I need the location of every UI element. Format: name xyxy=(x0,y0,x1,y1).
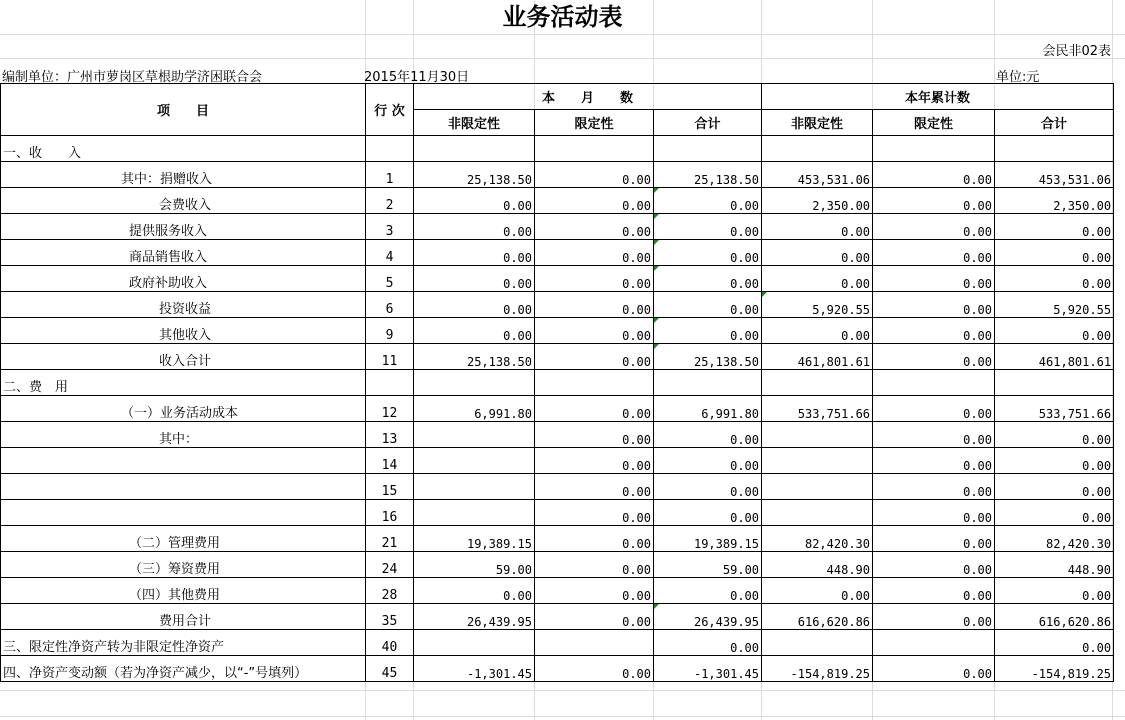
cell-m2 xyxy=(535,136,654,162)
cell-m1: 0.00 xyxy=(414,188,535,214)
row-line-number: 35 xyxy=(366,604,414,630)
cell-m2: 0.00 xyxy=(535,578,654,604)
cell-y3: 0.00 xyxy=(995,630,1114,656)
row-label xyxy=(1,500,366,526)
cell-y1 xyxy=(762,422,873,448)
cell-m2: 0.00 xyxy=(535,318,654,344)
cell-m1: 19,389.15 xyxy=(414,526,535,552)
cell-y1: 448.90 xyxy=(762,552,873,578)
gridline xyxy=(0,58,1125,59)
cell-m2: 0.00 xyxy=(535,240,654,266)
cell-m2: 0.00 xyxy=(535,422,654,448)
row-line-number: 9 xyxy=(366,318,414,344)
gridline xyxy=(0,716,1125,717)
row-line-number: 21 xyxy=(366,526,414,552)
cell-y2: 0.00 xyxy=(873,292,995,318)
cell-m3: 0.00 xyxy=(654,188,762,214)
cell-m3: 0.00 xyxy=(654,500,762,526)
cell-m2: 0.00 xyxy=(535,604,654,630)
table-row xyxy=(1,266,1114,292)
cell-m1: 25,138.50 xyxy=(414,344,535,370)
cell-y1: 0.00 xyxy=(762,214,873,240)
cell-m1: 6,991.80 xyxy=(414,396,535,422)
cell-y3: -154,819.25 xyxy=(995,656,1114,682)
row-label: （二）管理费用 xyxy=(1,526,366,552)
row-line-number: 12 xyxy=(366,396,414,422)
cell-m1: -1,301.45 xyxy=(414,656,535,682)
cell-y2: 0.00 xyxy=(873,318,995,344)
cell-m1 xyxy=(414,448,535,474)
row-line-number: 1 xyxy=(366,162,414,188)
cell-y2: 0.00 xyxy=(873,526,995,552)
row-line-number xyxy=(366,136,414,162)
header-month-restricted: 限定性 xyxy=(535,110,654,136)
header-year: 本年累计数 xyxy=(762,84,1114,110)
table-row xyxy=(1,526,1114,552)
cell-y3: 82,420.30 xyxy=(995,526,1114,552)
cell-y3: 0.00 xyxy=(995,474,1114,500)
cell-y1: 0.00 xyxy=(762,318,873,344)
cell-y3: 0.00 xyxy=(995,240,1114,266)
cell-y3: 0.00 xyxy=(995,578,1114,604)
cell-y2 xyxy=(873,136,995,162)
header-month-total: 合计 xyxy=(654,110,762,136)
cell-m3: 0.00 xyxy=(654,214,762,240)
cell-m3: 0.00 xyxy=(654,240,762,266)
cell-y2 xyxy=(873,370,995,396)
row-label: 其中：捐赠收入 xyxy=(1,162,366,188)
row-line-number: 40 xyxy=(366,630,414,656)
row-line-number: 4 xyxy=(366,240,414,266)
header-item: 项 目 xyxy=(1,84,366,136)
cell-m3: 19,389.15 xyxy=(654,526,762,552)
cell-y3: 448.90 xyxy=(995,552,1114,578)
row-label: 二、费 用 xyxy=(1,370,366,396)
row-line-number xyxy=(366,370,414,396)
report-date: 2015年11月30日 xyxy=(364,70,470,85)
cell-y3: 0.00 xyxy=(995,214,1114,240)
table-row xyxy=(1,656,1114,682)
table-row xyxy=(1,162,1114,188)
row-label: 四、净资产变动额（若为净资产减少，以“-”号填列） xyxy=(1,656,366,682)
cell-y3: 5,920.55 xyxy=(995,292,1114,318)
organization-label: 编制单位：广州市萝岗区草根助学济困联合会 xyxy=(2,70,263,85)
row-label: 其他收入 xyxy=(1,318,366,344)
cell-y3: 0.00 xyxy=(995,318,1114,344)
cell-y1: 0.00 xyxy=(762,266,873,292)
cell-m1 xyxy=(414,422,535,448)
cell-y1 xyxy=(762,370,873,396)
cell-m1: 0.00 xyxy=(414,214,535,240)
cell-y2: 0.00 xyxy=(873,604,995,630)
cell-y1: 616,620.86 xyxy=(762,604,873,630)
cell-m2: 0.00 xyxy=(535,656,654,682)
table-row xyxy=(1,214,1114,240)
cell-y3: 0.00 xyxy=(995,266,1114,292)
cell-y1: 2,350.00 xyxy=(762,188,873,214)
cell-m3: -1,301.45 xyxy=(654,656,762,682)
cell-y2: 0.00 xyxy=(873,448,995,474)
row-line-number: 15 xyxy=(366,474,414,500)
header-month: 本 月 数 xyxy=(414,84,762,110)
header-line: 行 次 xyxy=(366,84,414,136)
cell-m2: 0.00 xyxy=(535,162,654,188)
table-row xyxy=(1,240,1114,266)
table-row xyxy=(1,500,1114,526)
cell-m1: 0.00 xyxy=(414,240,535,266)
header-month-unrestricted: 非限定性 xyxy=(414,110,535,136)
row-label: 其中： xyxy=(1,422,366,448)
table-row xyxy=(1,448,1114,474)
cell-y2: 0.00 xyxy=(873,578,995,604)
cell-y1: 82,420.30 xyxy=(762,526,873,552)
header-year-total: 合计 xyxy=(995,110,1114,136)
cell-y1: 453,531.06 xyxy=(762,162,873,188)
cell-y1: 0.00 xyxy=(762,578,873,604)
cell-m1: 25,138.50 xyxy=(414,162,535,188)
row-label: 一、收 入 xyxy=(1,136,366,162)
table-row xyxy=(1,396,1114,422)
cell-m2: 0.00 xyxy=(535,214,654,240)
table-row xyxy=(1,552,1114,578)
cell-m1 xyxy=(414,630,535,656)
cell-m3: 0.00 xyxy=(654,448,762,474)
row-line-number: 11 xyxy=(366,344,414,370)
report-title: 业务活动表 xyxy=(502,2,623,31)
cell-m2 xyxy=(535,370,654,396)
header-year-unrestricted: 非限定性 xyxy=(762,110,873,136)
cell-y3: 0.00 xyxy=(995,448,1114,474)
row-line-number: 16 xyxy=(366,500,414,526)
table-row xyxy=(1,188,1114,214)
row-label xyxy=(1,474,366,500)
gridline xyxy=(0,690,1125,691)
row-label: 会费收入 xyxy=(1,188,366,214)
row-line-number: 2 xyxy=(366,188,414,214)
cell-m2: 0.00 xyxy=(535,188,654,214)
table-row xyxy=(1,136,1114,162)
cell-m2 xyxy=(535,630,654,656)
cell-m1: 0.00 xyxy=(414,318,535,344)
cell-m3: 0.00 xyxy=(654,422,762,448)
row-label: 提供服务收入 xyxy=(1,214,366,240)
row-label: 商品销售收入 xyxy=(1,240,366,266)
table-row xyxy=(1,292,1114,318)
cell-y3: 0.00 xyxy=(995,422,1114,448)
form-code: 会民非02表 xyxy=(1042,44,1111,59)
row-line-number: 3 xyxy=(366,214,414,240)
cell-m3: 0.00 xyxy=(654,630,762,656)
row-line-number: 45 xyxy=(366,656,414,682)
cell-y3: 453,531.06 xyxy=(995,162,1114,188)
row-line-number: 5 xyxy=(366,266,414,292)
cell-m2: 0.00 xyxy=(535,292,654,318)
cell-y2: 0.00 xyxy=(873,552,995,578)
cell-m3: 59.00 xyxy=(654,552,762,578)
cell-m3: 0.00 xyxy=(654,578,762,604)
cell-m3: 6,991.80 xyxy=(654,396,762,422)
cell-y1: 5,920.55 xyxy=(762,292,873,318)
row-line-number: 14 xyxy=(366,448,414,474)
cell-m3: 26,439.95 xyxy=(654,604,762,630)
row-label: 费用合计 xyxy=(1,604,366,630)
table-row xyxy=(1,474,1114,500)
cell-y2: 0.00 xyxy=(873,240,995,266)
cell-y3 xyxy=(995,370,1114,396)
cell-y2: 0.00 xyxy=(873,422,995,448)
cell-y2: 0.00 xyxy=(873,266,995,292)
cell-m1: 0.00 xyxy=(414,266,535,292)
cell-y2: 0.00 xyxy=(873,396,995,422)
table-body xyxy=(1,136,1114,682)
cell-y1 xyxy=(762,448,873,474)
cell-m3 xyxy=(654,136,762,162)
cell-m3: 0.00 xyxy=(654,318,762,344)
header-year-restricted: 限定性 xyxy=(873,110,995,136)
cell-y3 xyxy=(995,136,1114,162)
row-label: （三）筹资费用 xyxy=(1,552,366,578)
cell-m1: 59.00 xyxy=(414,552,535,578)
cell-y2: 0.00 xyxy=(873,344,995,370)
row-line-number: 6 xyxy=(366,292,414,318)
currency-unit: 单位:元 xyxy=(996,70,1040,85)
cell-m3: 0.00 xyxy=(654,266,762,292)
row-label: （四）其他费用 xyxy=(1,578,366,604)
cell-m2: 0.00 xyxy=(535,474,654,500)
cell-y3: 461,801.61 xyxy=(995,344,1114,370)
cell-y2: 0.00 xyxy=(873,474,995,500)
table-row xyxy=(1,578,1114,604)
cell-y3: 2,350.00 xyxy=(995,188,1114,214)
cell-m1: 0.00 xyxy=(414,292,535,318)
cell-m1: 0.00 xyxy=(414,578,535,604)
cell-m1 xyxy=(414,370,535,396)
cell-y3: 616,620.86 xyxy=(995,604,1114,630)
cell-m2: 0.00 xyxy=(535,552,654,578)
cell-m3 xyxy=(654,370,762,396)
cell-m2: 0.00 xyxy=(535,266,654,292)
table-row xyxy=(1,344,1114,370)
cell-m3: 25,138.50 xyxy=(654,162,762,188)
cell-y1 xyxy=(762,136,873,162)
row-label: 收入合计 xyxy=(1,344,366,370)
cell-y1: 461,801.61 xyxy=(762,344,873,370)
row-label: （一）业务活动成本 xyxy=(1,396,366,422)
row-label xyxy=(1,448,366,474)
table-row xyxy=(1,630,1114,656)
cell-y2: 0.00 xyxy=(873,656,995,682)
table-row xyxy=(1,370,1114,396)
cell-y2: 0.00 xyxy=(873,188,995,214)
cell-m1 xyxy=(414,474,535,500)
cell-m2: 0.00 xyxy=(535,396,654,422)
table-row xyxy=(1,318,1114,344)
row-line-number: 13 xyxy=(366,422,414,448)
cell-y3: 0.00 xyxy=(995,500,1114,526)
cell-y2: 0.00 xyxy=(873,500,995,526)
cell-m1 xyxy=(414,500,535,526)
cell-m2: 0.00 xyxy=(535,500,654,526)
cell-y1: 533,751.66 xyxy=(762,396,873,422)
cell-m3: 0.00 xyxy=(654,292,762,318)
cell-y1: -154,819.25 xyxy=(762,656,873,682)
cell-y1 xyxy=(762,630,873,656)
cell-m2: 0.00 xyxy=(535,448,654,474)
cell-m2: 0.00 xyxy=(535,526,654,552)
cell-y2: 0.00 xyxy=(873,162,995,188)
cell-y1 xyxy=(762,500,873,526)
row-label: 投资收益 xyxy=(1,292,366,318)
cell-y2: 0.00 xyxy=(873,214,995,240)
row-label: 三、限定性净资产转为非限定性净资产 xyxy=(1,630,366,656)
cell-m1 xyxy=(414,136,535,162)
cell-y3: 533,751.66 xyxy=(995,396,1114,422)
cell-y1: 0.00 xyxy=(762,240,873,266)
table-row xyxy=(1,422,1114,448)
cell-y1 xyxy=(762,474,873,500)
row-line-number: 28 xyxy=(366,578,414,604)
row-line-number: 24 xyxy=(366,552,414,578)
cell-m2: 0.00 xyxy=(535,344,654,370)
table-row xyxy=(1,604,1114,630)
cell-m3: 0.00 xyxy=(654,474,762,500)
cell-m3: 25,138.50 xyxy=(654,344,762,370)
gridline xyxy=(0,34,1125,35)
cell-y2 xyxy=(873,630,995,656)
cell-m1: 26,439.95 xyxy=(414,604,535,630)
row-label: 政府补助收入 xyxy=(1,266,366,292)
activity-table xyxy=(0,83,1114,682)
